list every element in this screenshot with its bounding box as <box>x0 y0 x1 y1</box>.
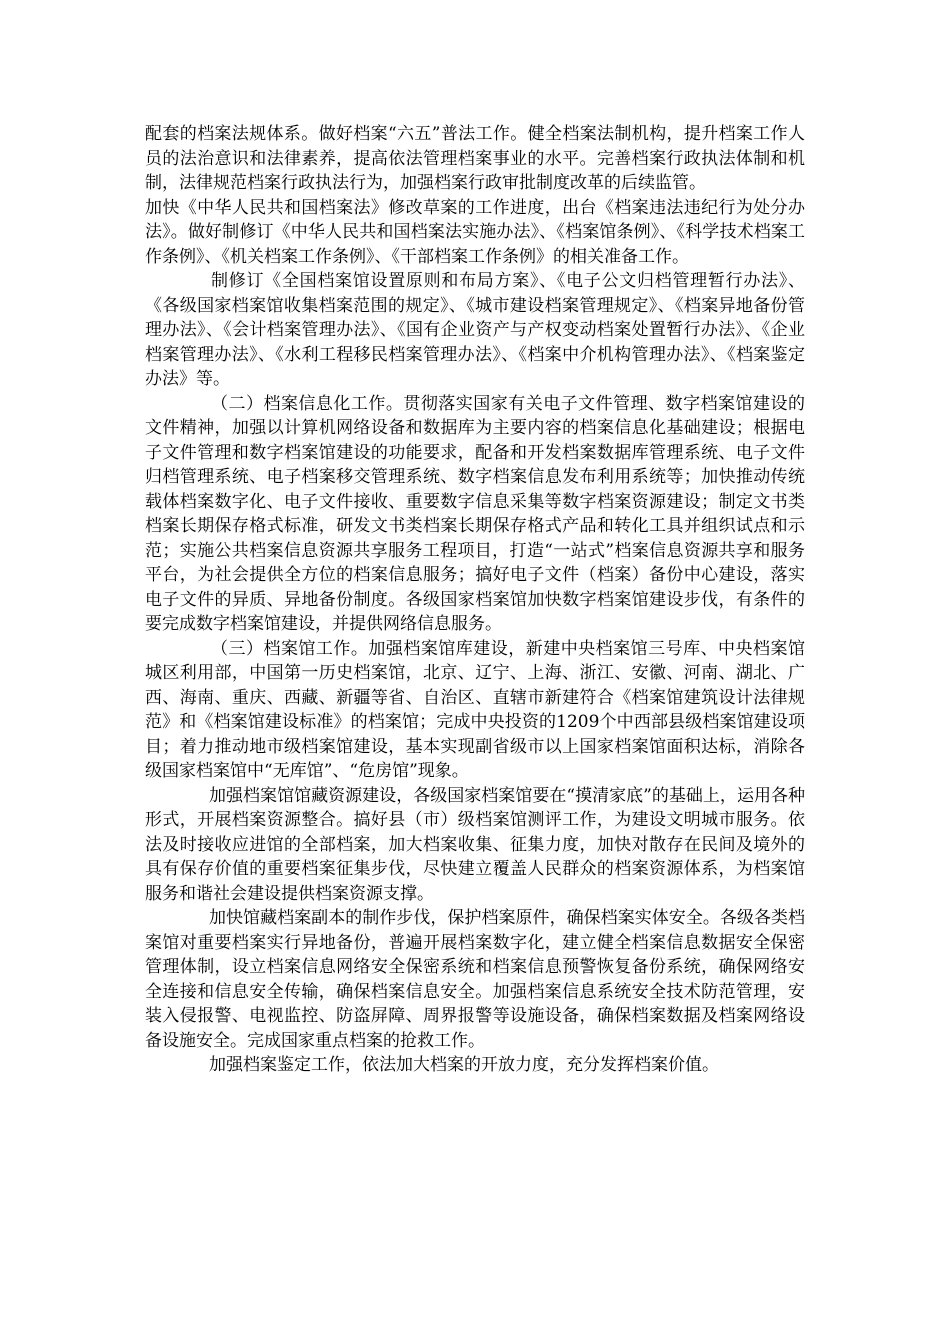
paragraph-archive-informatization: （二）档案信息化工作。贯彻落实国家有关电子文件管理、数字档案馆建设的文件精神，加强以计算机网络设备和数据库为主要内容的档案信息化基础建设；根据电子文件管理和数字档案馆建设的功能要求，配备和开发档案数据库管理系统、电子文件归档管理系统、电子档案移交管理系统、数字档案信息发布利用系统等；加快推动传统载体档案数字化、电子文件接收、重要数字信息采集等数字档案资源建设；制定文书类档案长期保存格式标准，研发文书类档案长期保存格式产品和转化工具并组织试点和示范；实施公共档案信息资源共享服务工程项目，打造“一站式”档案信息资源共享和服务平台，为社会提供全方位的档案信息服务；搞好电子文件（档案）备份中心建设，落实电子文件的异质、异地备份制度。各级国家档案馆加快数字档案馆建设步伐，有条件的要完成数字档案馆建设，并提供网络信息服务。 <box>145 393 805 634</box>
paragraph-regulation-system: 配套的档案法规体系。做好档案“六五”普法工作。健全档案法制机构，提升档案工作人员的法治意识和法律素养，提高依法管理档案事业的水平。完善档案行政执法体制和机制，法律规范档案行政执法行为，加强档案行政审批制度改革的后续监管。 <box>145 124 805 193</box>
paragraph-archive-security: 加快馆藏档案副本的制作步伐，保护档案原件，确保档案实体安全。各级各类档案馆对重要档案实行异地备份，普遍开展档案数字化，建立健全档案信息数据安全保密管理体制，设立档案信息网络安全保密系统和档案信息预警恢复备份系统，确保网络安全连接和信息安全传输，确保档案信息安全。加强档案信息系统安全技术防范管理，安装入侵报警、电视监控、防盗屏障、周界报警等设施设备，确保档案数据及档案网络设备设施安全。完成国家重点档案的抢救工作。 <box>145 908 805 1051</box>
document-body <box>145 122 805 1078</box>
paragraph-regulation-drafting: 制修订《全国档案馆设置原则和布局方案》、《电子公文归档管理暂行办法》、《各级国家档案馆收集档案范围的规定》、《城市建设档案管理规定》、《档案异地备份管理办法》、《会计档案管理办法》、《国有企业资产与产权变动档案处置暂行办法》、《企业档案管理办法》、《水利工程移民档案管理办法》、《档案中介机构管理办法》、《档案鉴定办法》等。 <box>145 271 805 389</box>
paragraph-collection-resources: 加强档案馆馆藏资源建设，各级国家档案馆要在“摸清家底”的基础上，运用各种形式，开展档案资源整合。搞好县（市）级档案馆测评工作，为建设文明城市服务。依法及时接收应进馆的全部档案，加大档案收集、征集力度，加快对散存在民间及境外的具有保存价值的重要档案征集步伐，尽快建立覆盖人民群众的档案资源体系，为档案馆服务和谐社会建设提供档案资源支撑。 <box>145 785 805 904</box>
paragraph-archive-building: （三）档案馆工作。加强档案馆库建设，新建中央档案馆三号库、中央档案馆城区利用部，中国第一历史档案馆，北京、辽宁、上海、浙江、安徽、河南、湖北、广西、海南、重庆、西藏、新疆等省、自治区、直辖市新建符合《档案馆建筑设计法律规范》和《档案馆建设标准》的档案馆；完成中央投资的1209个中西部县级档案馆建设项目；着力推动地市级档案馆建设，基本实现副省级市以上国家档案馆面积达标，消除各级国家档案馆中“无库馆”、“危房馆”现象。 <box>145 638 805 781</box>
paragraph-archive-law-revision: 加快《中华人民共和国档案法》修改草案的工作进度，出台《档案违法违纪行为处分办法》。做好制修订《中华人民共和国档案法实施办法》、《档案馆条例》、《科学技术档案工作条例》、《机关档案工作条例》、《干部档案工作条例》的相关准备工作。 <box>145 197 805 267</box>
paragraph-archive-appraisal: 加强档案鉴定工作，依法加大档案的开放力度，充分发挥档案价值。 <box>209 1055 719 1075</box>
